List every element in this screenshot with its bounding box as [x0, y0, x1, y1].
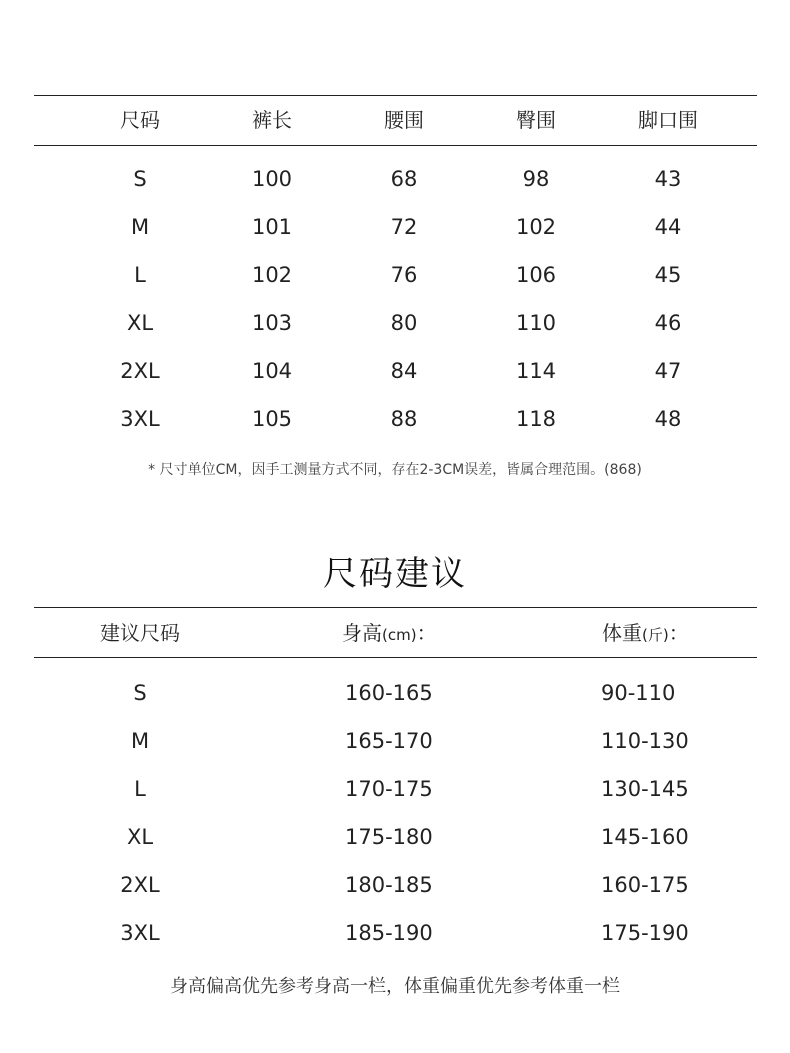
pants-length-cell: 105 [251, 407, 293, 431]
height-range-cell: 180-185 [345, 873, 433, 897]
height-unit: (cm) [382, 626, 417, 644]
pants-length-cell: 101 [251, 215, 293, 239]
weight-label: 体重 [602, 621, 642, 645]
waist-cell: 68 [390, 167, 418, 191]
leg-opening-cell: 44 [654, 215, 682, 239]
pants-length-cell: 102 [251, 263, 293, 287]
height-range-cell: 185-190 [345, 921, 433, 945]
height-colon: ： [416, 621, 437, 645]
table2-header-rule [34, 657, 757, 658]
waist-cell: 88 [390, 407, 418, 431]
waist-cell: 72 [390, 215, 418, 239]
size-cell: M [130, 729, 150, 753]
size-cell: XL [126, 311, 154, 335]
table-row [0, 207, 790, 247]
weight-range-cell: 90-110 [601, 681, 676, 705]
weight-unit: (斤) [642, 626, 669, 644]
header-weight [602, 613, 762, 653]
size-cell: M [130, 215, 150, 239]
size-cell: 2XL [120, 359, 160, 383]
pants-length-cell: 104 [251, 359, 293, 383]
weight-range-cell: 130-145 [601, 777, 689, 801]
header-size: 尺码 [120, 108, 160, 132]
size-cell: 3XL [120, 407, 160, 431]
header-pants-length: 裤长 [252, 108, 292, 132]
table-row [0, 351, 790, 391]
pants-length-cell: 103 [251, 311, 293, 335]
recommendation-footer-note: 身高偏高优先参考身高一栏，体重偏重优先参考体重一栏 [170, 976, 620, 997]
size-cell: S [133, 681, 147, 705]
leg-opening-cell: 47 [654, 359, 682, 383]
waist-cell: 80 [390, 311, 418, 335]
table-row [0, 303, 790, 343]
header-hip: 臀围 [516, 108, 556, 132]
size-cell: 2XL [120, 873, 160, 897]
hip-cell: 102 [515, 215, 557, 239]
table1-header-rule [34, 145, 757, 146]
size-cell: L [134, 777, 146, 801]
hip-cell: 110 [515, 311, 557, 335]
leg-opening-cell: 45 [654, 263, 682, 287]
size-cell: XL [126, 825, 154, 849]
table-row [0, 769, 790, 809]
size-table-header [0, 100, 790, 140]
hip-cell: 114 [515, 359, 557, 383]
table1-top-rule [34, 95, 757, 96]
hip-cell: 98 [522, 167, 550, 191]
height-range-cell: 165-170 [345, 729, 433, 753]
waist-cell: 84 [390, 359, 418, 383]
weight-colon: ： [668, 621, 689, 645]
table-row [0, 865, 790, 905]
hip-cell: 106 [515, 263, 557, 287]
table-row [0, 255, 790, 295]
weight-range-cell: 175-190 [601, 921, 689, 945]
header-recommended-size: 建议尺码 [100, 621, 180, 645]
table-row [0, 673, 790, 713]
table2-top-rule [34, 607, 757, 608]
weight-range-cell: 160-175 [601, 873, 689, 897]
height-range-cell: 175-180 [345, 825, 433, 849]
table-row [0, 721, 790, 761]
hip-cell: 118 [515, 407, 557, 431]
table-row [0, 817, 790, 857]
height-range-cell: 170-175 [345, 777, 433, 801]
table-row [0, 913, 790, 953]
pants-length-cell: 100 [251, 167, 293, 191]
recommendation-table-header [0, 613, 790, 653]
table-row [0, 159, 790, 199]
size-cell: L [134, 263, 146, 287]
size-cell: S [133, 167, 147, 191]
waist-cell: 76 [390, 263, 418, 287]
height-label: 身高 [342, 621, 382, 645]
leg-opening-cell: 46 [654, 311, 682, 335]
header-waist: 腰围 [384, 108, 424, 132]
height-range-cell: 160-165 [345, 681, 433, 705]
leg-opening-cell: 48 [654, 407, 682, 431]
section-title: 尺码建议 [323, 554, 467, 594]
weight-range-cell: 145-160 [601, 825, 689, 849]
weight-range-cell: 110-130 [601, 729, 689, 753]
header-leg-opening: 脚口围 [638, 108, 698, 132]
header-height [342, 613, 502, 653]
size-cell: 3XL [120, 921, 160, 945]
leg-opening-cell: 43 [654, 167, 682, 191]
measurement-note: * 尺寸单位CM，因手工测量方式不同，存在2-3CM误差，皆属合理范围。(868) [148, 462, 642, 478]
table-row [0, 399, 790, 439]
